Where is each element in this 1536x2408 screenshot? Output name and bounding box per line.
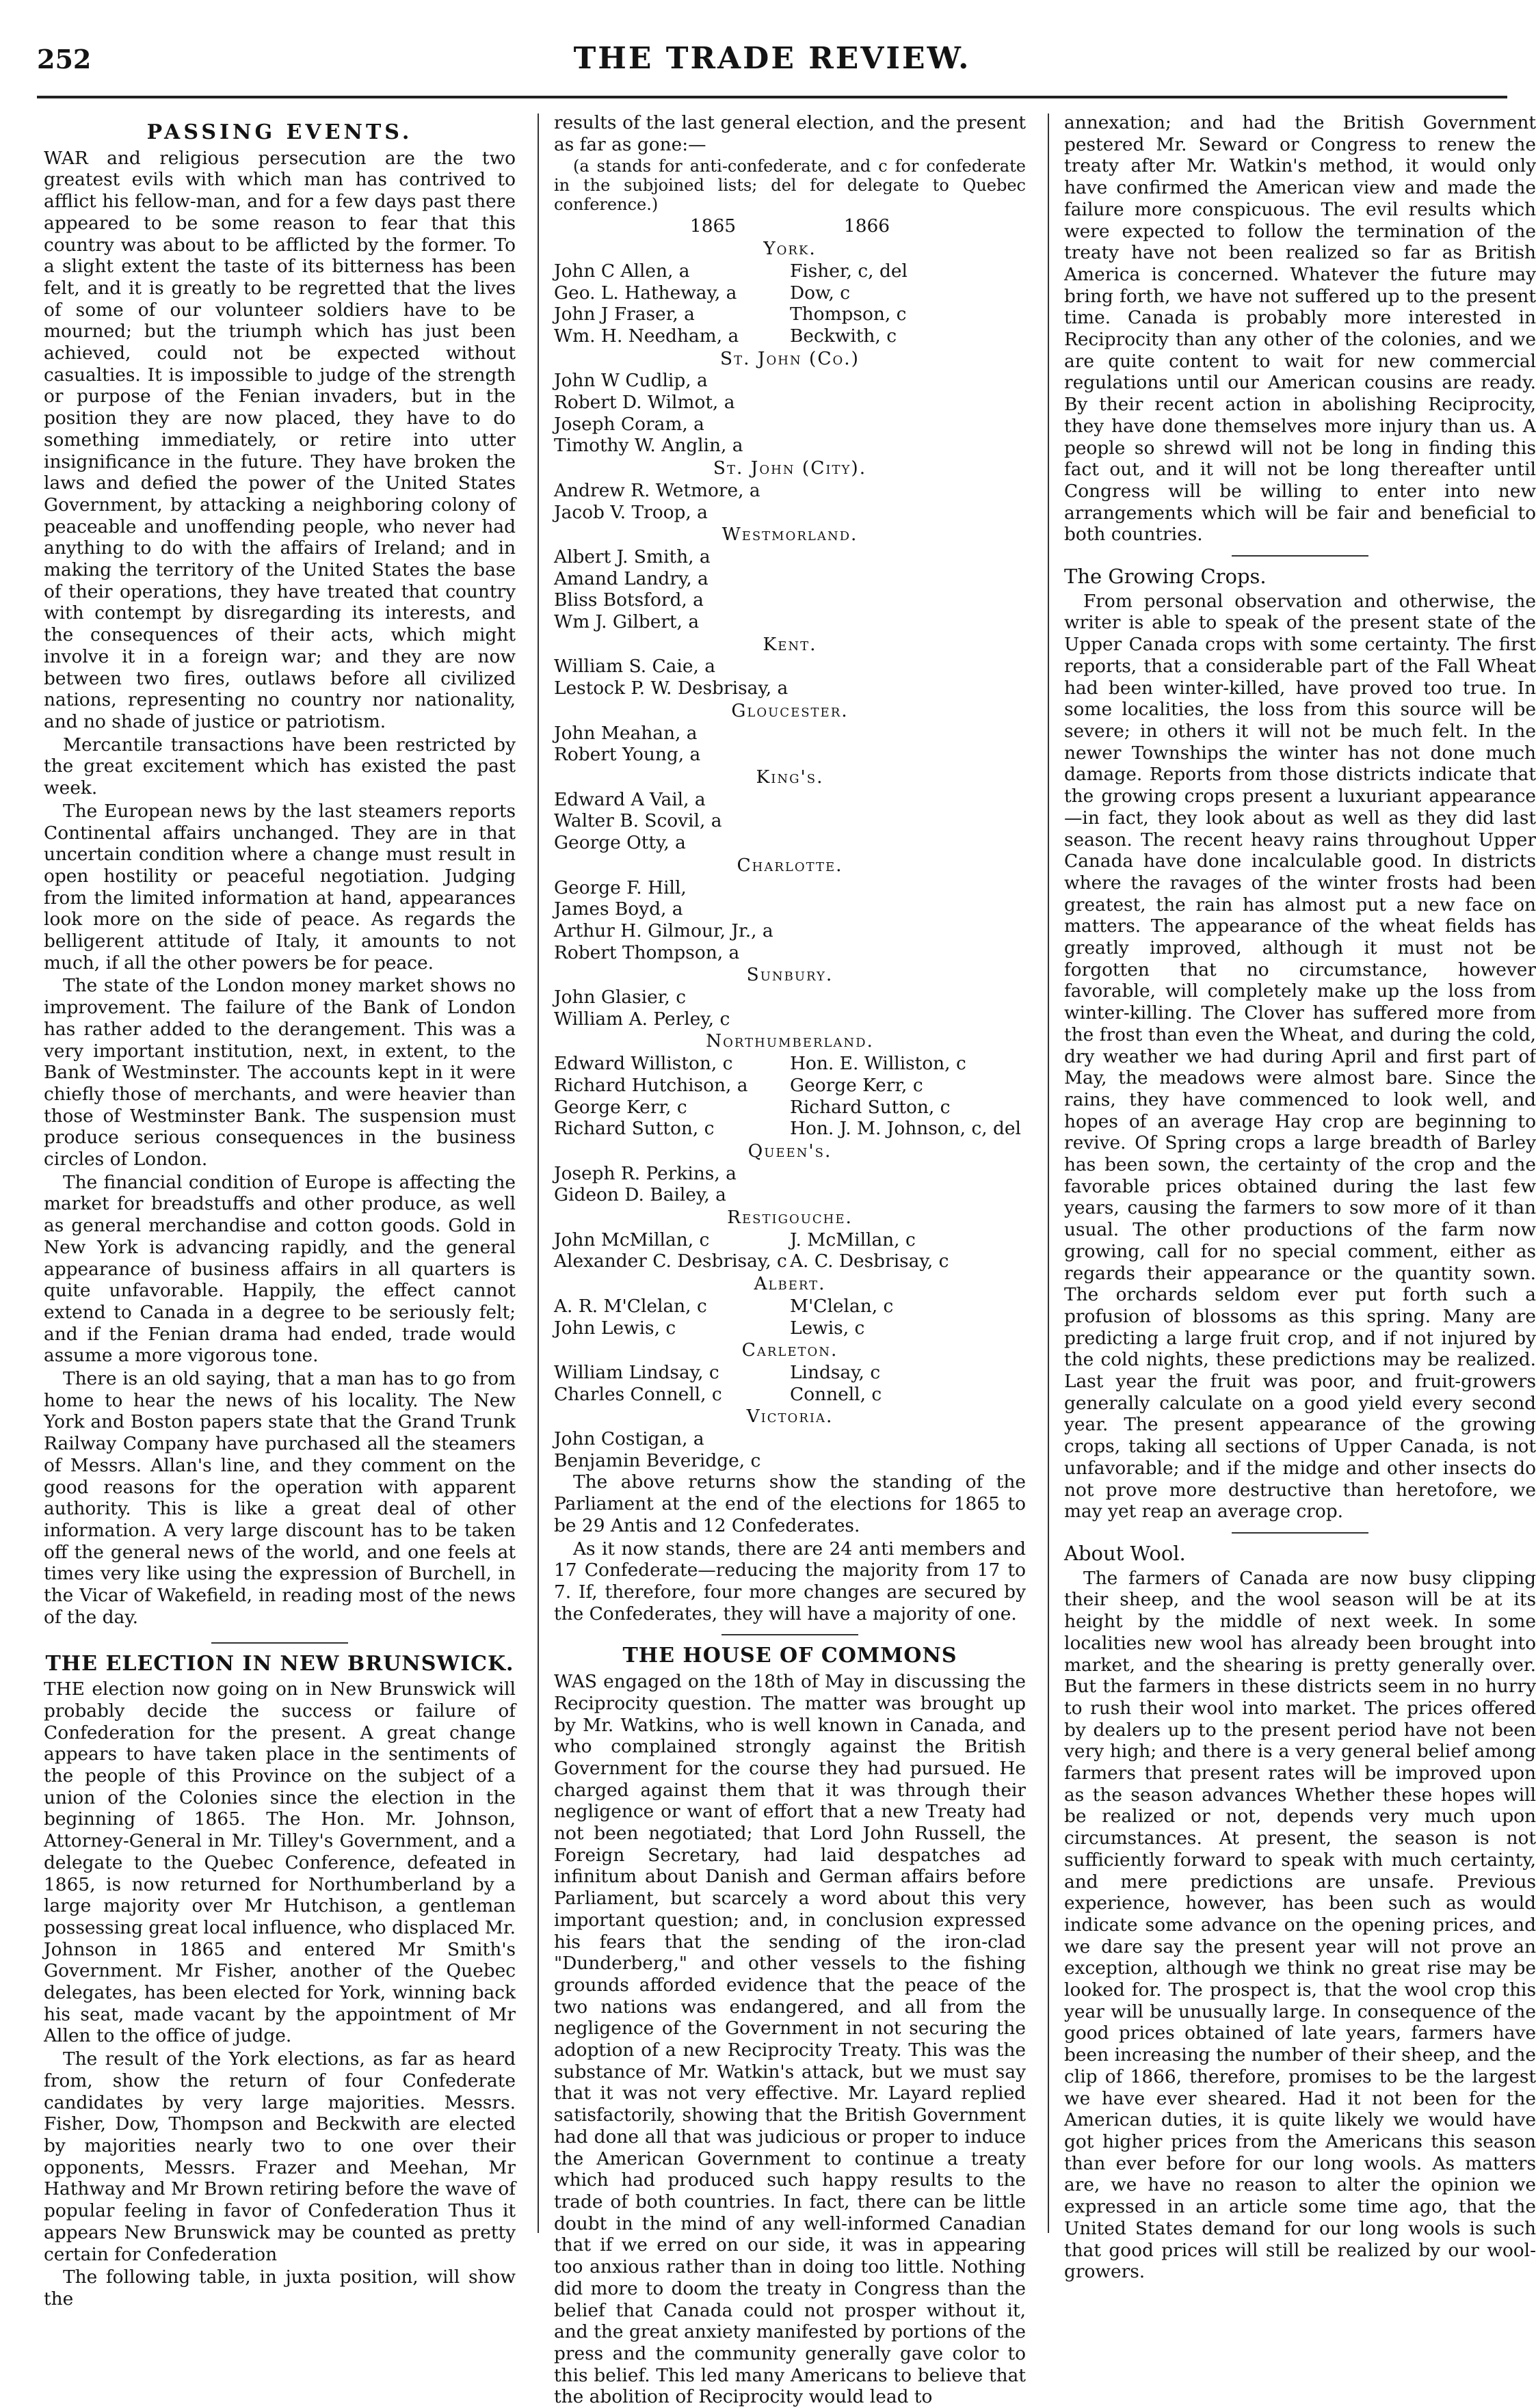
candidate-name: Amand Landry, a	[554, 567, 709, 589]
candidate-name: Lestock P. W. Desbrisay, a	[554, 678, 789, 699]
county-sunbury: Sunbury.	[746, 964, 834, 986]
candidate-name: Robert Thompson, a	[554, 941, 740, 963]
article-paragraph: results of the last general election, and the present as far as gone:—	[554, 112, 1026, 155]
election-row: Richard Hutchison, a George Kerr, c	[554, 1074, 923, 1096]
section-heading-about-wool: About Wool.	[1064, 1542, 1186, 1565]
column-3	[1064, 112, 1536, 2283]
section-divider	[1232, 555, 1368, 557]
candidate-name: Benjamin Beveridge, c	[554, 1449, 761, 1471]
header-rule	[37, 96, 1507, 98]
county-victoria: Victoria.	[746, 1406, 834, 1428]
election-row: Wm. H. Needham, a Beckwith, c	[554, 325, 897, 347]
election-row: A. R. M'Clelan, c M'Clelan, c	[554, 1295, 894, 1317]
section-heading-new-brunswick: THE ELECTION IN NEW BRUNSWICK.	[45, 1651, 514, 1676]
column-divider	[1048, 113, 1049, 2233]
column-2	[554, 112, 1026, 2408]
section-heading-growing-crops: The Growing Crops.	[1064, 565, 1267, 589]
section-divider	[211, 1642, 348, 1644]
candidate-name: John Meahan, a	[554, 722, 698, 744]
candidate-name: Albert J. Smith, a	[554, 546, 711, 567]
section-heading-house-of-commons: THE HOUSE OF COMMONS	[622, 1644, 957, 1668]
candidate-name: John Glasier, c	[554, 987, 686, 1008]
candidate-name: Wm J. Gilbert, a	[554, 611, 700, 633]
candidate-name: George Otty, a	[554, 832, 686, 854]
county-albert: Albert.	[754, 1273, 826, 1295]
candidate-name: Bliss Botsford, a	[554, 589, 704, 611]
election-row: Edward Williston, c Hon. E. Williston, c	[554, 1053, 966, 1075]
article-paragraph: WAS engaged on the 18th of May in discussing the Reciprocity question. The matter was brought up by Mr. Watkins, who is well known in Canada, and who complained strongly against the British Government for the course they had pursued. He charged against them that it was through their negligence or want of effort that a new Treaty had not been negotiated; that Lord John Russell, the Foreign Secretary, had laid despatches ad infinitum about Danish and German affairs before Parliament, but scarcely a word about this very important question; and, in conclusion expressed his fears that the sending of the iron-clad "Dunderberg," and other vessels to the fishing grounds afforded evidence that the peace of the two nations was endangered, and all from the negligence of the Government in not securing the adoption of a new Reciprocity Treaty. This was the substance of Mr. Watkin's attack, but we must say that it was not very effective. Mr. Layard replied satisfactorily, showing that the British Government had done all that was judicious or proper to induce the American Government to continue a treaty which had produced such happy results to the trade of both countries. In fact, there can be little doubt in the mind of any well-informed Canadian that if we erred on our side, it was in appearing too anxious rather than in doing too little. Nothing did more to doom the treaty in Congress than the belief that Canada could not prosper without it, and the great anxiety manifested by portions of the press and the community generally gave color to this belief. This led many Americans to believe that the abolition of Reciprocity would lead to	[554, 1671, 1026, 2408]
candidate-name: Arthur H. Gilmour, Jr., a	[554, 920, 773, 941]
column-1	[44, 112, 516, 2310]
article-paragraph: (a stands for anti-confederate, and c for confederate in the subjoined lists; del for delegate to Quebec conference.)	[554, 157, 1026, 215]
election-row: John J Fraser, a Thompson, c	[554, 304, 907, 325]
section-divider	[1232, 1532, 1368, 1534]
article-paragraph: WAR and religious persecution are the two greatest evils with which man has contrived to afflict his fellow-man, and for a few days past there appeared to be some reason to fear that this country was about to be afflicted by the former. To a slight extent the taste of its bitterness has been felt, and it is greatly to be regretted that the lives of some of our volunteer soldiers have to be mourned; but the triumph which has just been achieved, could not be expected without casualties. It is impossible to judge of the strength or purpose of the Fenian invaders, but in the position they are now placed, they have to do something immediately, or retire into utter insignificance in the future. They have broken the laws and defied the power of the United States Government, by attacking a neighboring colony of peaceable and unoffending people, who never had anything to do with the affairs of Ireland; and in making the territory of the United States the base of their operations, they have treated that country with contempt by disregarding its interests, and the consequences of their acts, which might involve it in a foreign war; and they are now between two fires, outlaws before all civilized nations, representing no country nor nationality, and no shade of justice or patriotism.	[44, 147, 516, 732]
section-heading-passing-events: PASSING EVENTS.	[146, 120, 413, 144]
county-charlotte: Charlotte.	[737, 854, 843, 876]
county-queens: Queen's.	[747, 1140, 832, 1162]
candidate-name: John Costigan, a	[554, 1428, 704, 1450]
candidate-name: Andrew R. Wetmore, a	[554, 479, 760, 501]
election-row: Geo. L. Hatheway, a Dow, c	[554, 282, 851, 304]
article-paragraph: The European news by the last steamers reports Continental affairs unchanged. They are in that uncertain condition where a change must result in open hostility or peaceful negotiation. Judging from the limited information at hand, appearances look more on the side of peace. As regards the belligerent attitude of Italy, it amounts to not much, if all the other powers be for peace.	[44, 800, 516, 974]
article-paragraph: As it now stands, there are 24 anti members and 17 Confederate—reducing the majority from 17 to 7. If, therefore, four more changes are secured by the Confederates, they will have a majority of one.	[554, 1538, 1026, 1624]
county-restigouche: Restigouche.	[727, 1207, 853, 1229]
county-york: York.	[763, 238, 817, 260]
article-paragraph: The result of the York elections, as far as heard from, show the return of four Confederate candidates by very large majorities. Messrs. Fisher, Dow, Thompson and Beckwith are elected by majorities nearly two to one over their opponents, Messrs. Frazer and Meehan, Mr Hathway and Mr Brown retiring before the wave of popular feeling in favor of Confederation Thus it appears New Brunswick may be counted as pretty certain for Confederation	[44, 2048, 516, 2265]
candidate-name: Joseph R. Perkins, a	[554, 1162, 737, 1184]
article-paragraph: annexation; and had the British Government pestered Mr. Seward or Congress to renew the treaty after Mr. Watkin's method, it would only have confirmed the American view and made the failure more conspicuous. The evil results which were expected to follow the termination of the treaty have not been realized so far as British America is concerned. Whatever the future may bring forth, we have not suffered up to the present time. Canada is probably more interested in Reciprocity than any other of the colonies, and we are quite content to wait for new commercial regulations until our American cousins are ready. By their recent action in abolishing Reciprocity, they have done themselves more injury than us. A people so shrewd will not be long in finding this fact out, and it will not be long thereafter until Congress will be willing to enter into new arrangements which will be fair and beneficial to both countries.	[1064, 112, 1536, 546]
column-divider	[538, 113, 539, 2233]
county-westmorland: Westmorland.	[721, 524, 858, 546]
election-row: John C Allen, a Fisher, c, del	[554, 260, 908, 282]
election-years	[554, 215, 1026, 237]
election-row: Charles Connell, c Connell, c	[554, 1383, 882, 1405]
candidate-name: Joseph Coram, a	[554, 413, 704, 435]
candidate-name: William A. Perley, c	[554, 1008, 730, 1030]
county-gloucester: Gloucester.	[731, 699, 849, 721]
election-row: Richard Sutton, c Hon. J. M. Johnson, c, del	[554, 1118, 1021, 1140]
candidate-name: Edward A Vail, a	[554, 788, 706, 810]
page-number: 252	[37, 44, 92, 75]
election-row: William Lindsay, c Lindsay, c	[554, 1361, 881, 1383]
article-paragraph: From personal observation and otherwise, the writer is able to speak of the present state of the Upper Canada crops with some certainty. The first reports, that a considerable part of the Fall Wheat had been winter-killed, have proved too true. In some localities, the loss from this source will be severe; in others it will not be much felt. In the newer Townships the winter has not done much damage. Reports from those districts indicate that the growing crops present a luxuriant appearance—in fact, they look about as well as they did last season. The recent heavy rains throughout Upper Canada have done incalculable good. In districts where the ravages of the winter frosts had been greatest, the rain has almost put a new face on matters. The appearance of the wheat fields has greatly improved, although it must not be forgotten that no circumstance, however favorable, will completely make up the loss from winter-killing. The Clover has suffered more from the frost than even the Wheat, and during the cold, dry weather we had during April and first part of May, the meadows were almost bare. Since the rains, they have commenced to look well, and hopes of an average Hay crop are beginning to revive. Of Spring crops a large breadth of Barley has been sown, the certainty of the crop and the favorable prices obtained during the last few years, causing the farmers to sow more of it than usual. The other productions of the farm now growing, call for no special comment, either as regards their appearance or the quantity sown. The orchards seldom ever put forth such a profusion of blossoms as this spring. Many are predicting a large fruit crop, and if not injured by the cold nights, these predictions may be realized. Last year the fruit was poor, and fruit-growers generally calculate on a good yield every second year. The present appearance of the growing crops, taking all sections of Upper Canada, is not unfavorable; and if the midge and other insects do not prove more destructive than heretofore, we may yet reap an average crop.	[1064, 590, 1536, 1523]
candidate-name: Robert Young, a	[554, 744, 701, 766]
article-paragraph: The farmers of Canada are now busy clipping their sheep, and the wool season will be at its height by the middle of next week. In some localities new wool has already been brought into market, and the shearing is pretty generally over. But the farmers in these districts seem in no hurry to rush their wool into market. The prices offered by dealers up to the present period have not been very high; and there is a very general belief among farmers that present rates will be improved upon as the season advances Whether these hopes will be realized or not, depends very much upon circumstances. At present, the season is not sufficiently forward to speak with much certainty, and mere predictions are unsafe. Previous experience, however, has been such as would indicate some advance on the opening prices, and we dare say the present year will not prove an exception, although we think no great rise may be looked for. The prospect is, that the wool crop this year will be unusually large. In consequence of the good prices obtained of late years, farmers have been increasing the number of their sheep, and the clip of 1866, therefore, promises to be the largest we have ever sheared. Had it not been for the American duties, it is quite likely we would have got higher prices from the Americans this season than ever before for our long wools. As matters are, we have no reason to alter the opinion we expressed in an article some time ago, that the United States demand for our long wools is such that good prices will still be realized by our wool-growers.	[1064, 1567, 1536, 2283]
article-paragraph: The above returns show the standing of the Parliament at the end of the elections for 1865 to be 29 Antis and 12 Confederates.	[554, 1471, 1026, 1536]
article-paragraph: The state of the London money market shows no improvement. The failure of the Bank of London has rather added to the derangement. This was a very important institution, next, in extent, to the Bank of Westminster. The accounts kept in it were chiefly those of merchants, and were heavier than those of Westminster Bank. The suspension must produce serious consequences in the business circles of London.	[44, 975, 516, 1170]
election-row: George Kerr, c Richard Sutton, c	[554, 1096, 951, 1118]
candidate-name: Jacob V. Troop, a	[554, 501, 708, 523]
county-carleton: Carleton.	[741, 1339, 838, 1361]
election-row: Alexander C. Desbrisay, c A. C. Desbrisay, c	[554, 1250, 949, 1272]
article-paragraph: There is an old saying, that a man has to go from home to hear the news of his locality. The New York and Boston papers state that the Grand Trunk Railway Company have purchased all the steamers of Messrs. Allan's line, and they comment on the good reasons for the operation with apparent authority. This is like a great deal of other information. A very large discount has to be taken off the general news of the world, and one feels at times very like using the expression of Burchell, in the Vicar of Wakefield, in reading most of the news of the day.	[44, 1368, 516, 1628]
year-1865: 1865	[689, 215, 737, 237]
county-st-john-city: St. John (City).	[713, 457, 867, 479]
county-kings: King's.	[756, 766, 824, 788]
election-row: John McMillan, c J. McMillan, c	[554, 1229, 916, 1250]
candidate-name: George F. Hill,	[554, 877, 687, 898]
candidate-name: James Boyd, a	[554, 898, 683, 920]
article-paragraph: The following table, in juxta position, will show the	[44, 2266, 516, 2310]
candidate-name: Walter B. Scovil, a	[554, 810, 722, 832]
article-paragraph: THE election now going on in New Brunswick will probably decide the success or failure of Confederation for the present. A great change appears to have taken place in the sentiments of the people of this Province on the subject of a union of the Colonies since the election in the beginning of 1865. The Hon. Mr. Johnson, Attorney-General in Mr. Tilley's Government, and a delegate to the Quebec Conference, defeated in 1865, is now returned for Northumberland by a large majority over Mr Hutchison, a gentleman possessing great local influence, who displaced Mr. Johnson in 1865 and entered Mr Smith's Government. Mr Fisher, another of the Quebec delegates, has been elected for York, winning back his seat, made vacant by the appointment of Mr Allen to the office of judge.	[44, 1678, 516, 2047]
candidate-name: John W Cudlip, a	[554, 370, 708, 392]
journal-title: THE TRADE REVIEW.	[573, 41, 971, 76]
year-1866: 1866	[843, 215, 890, 237]
masthead	[37, 41, 1507, 82]
candidate-name: Gideon D. Bailey, a	[554, 1184, 726, 1206]
county-kent: Kent.	[763, 633, 817, 655]
candidate-name: Timothy W. Anglin, a	[554, 435, 743, 457]
candidate-name: William S. Caie, a	[554, 656, 715, 678]
article-paragraph: The financial condition of Europe is affecting the market for breadstuffs and other produce, as well as general merchandise and cotton goods. Gold in New York is advancing rapidly, and the general appearance of business affairs in all quarters is quite unfavorable. Happily, the effect cannot extend to Canada in a degree to be seriously felt; and if the Fenian drama had ended, trade would assume a more vigorous tone.	[44, 1171, 516, 1367]
candidate-name: Robert D. Wilmot, a	[554, 392, 735, 414]
county-st-john-co: St. John (Co.)	[720, 347, 860, 369]
article-paragraph: Mercantile transactions have been restricted by the great excitement which has existed the past week.	[44, 734, 516, 799]
election-row: John Lewis, c Lewis, c	[554, 1317, 865, 1339]
county-northumberland: Northumberland.	[706, 1030, 874, 1052]
section-divider	[721, 1634, 858, 1635]
